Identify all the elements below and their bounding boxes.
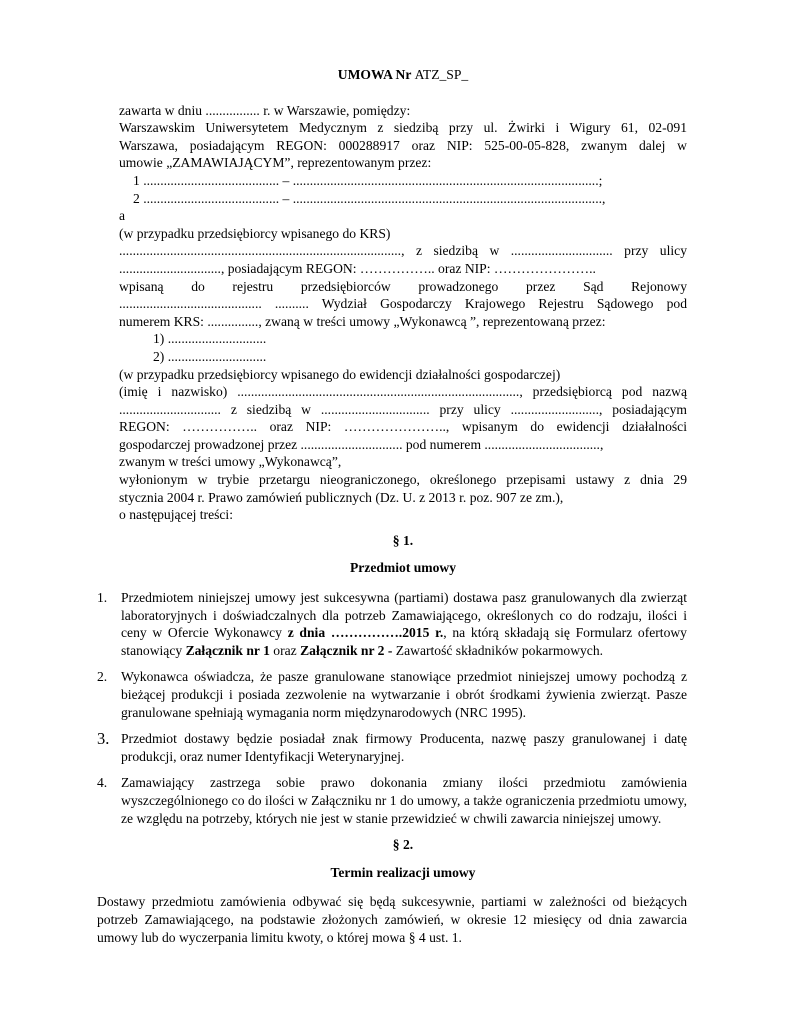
item-text: , na którą składają się Formularz ofertowy stanowiący [121, 625, 687, 658]
contractor-rep-2: 2) ............................. [153, 348, 267, 364]
list-item [97, 589, 687, 659]
section-1-list [97, 589, 687, 827]
intro-line: a [119, 208, 126, 224]
item-number: 4. [97, 775, 108, 791]
contract-page [97, 66, 687, 946]
representative-2: 2 ........................................ – ..........................................................................................., [133, 190, 606, 206]
section-1-heading: Przedmiot umowy [349, 560, 457, 576]
item-number: 2. [97, 669, 108, 685]
list-item [97, 774, 687, 827]
intro-line: ..................................................................................., z siedzibą w .............................. przy ulicy [119, 243, 687, 259]
intro-line: zwanym w treści umowy „Wykonawcą”, [119, 454, 342, 470]
item-text: oraz [269, 642, 301, 658]
intro-line: (w przypadku przedsiębiorcy wpisanego do KRS) [119, 225, 391, 241]
section-1-symbol: § 1. [392, 532, 414, 548]
intro-line: (w przypadku przedsiębiorcy wpisanego do ewidencji działalności gospodarczej) [119, 366, 561, 382]
section-2-text: Dostawy przedmiotu zamówienia odbywać się będą sukcesywnie, partiami w zależności od bieżących potrzeb Zamawiającego, na podstawie złożonych zamówień, w okresie 12 miesięcy od dnia zawarcia umowy lub do wyczerpania limitu kwoty, o której mowa § 4 ust. 1. [97, 894, 687, 945]
section-2-symbol: § 2. [392, 837, 414, 853]
intro-line: .............................. z siedzibą w ................................ przy ulicy .........................., posiadającym [119, 401, 687, 417]
intro-line: Warszawa, posiadającym REGON: 000288917 oraz NIP: 525-00-05-828, zwanym dalej w [119, 137, 687, 153]
section-2-heading: Termin realizacji umowy [330, 864, 476, 880]
intro-line: umowie „ZAMAWIAJĄCYM”, reprezentowanym przez: [119, 155, 432, 171]
item-number: 1. [97, 590, 108, 606]
contract-number: ATZ_SP_ [414, 67, 469, 82]
intro-line: wpisaną do rejestru przedsiębiorców prowadzonego przez Sąd Rejonowy [119, 278, 687, 294]
contractor-rep-1: 1) ............................. [153, 331, 267, 347]
offer-date: z dnia …………….2015 r. [287, 625, 444, 641]
representative-1: 1 ........................................ – ..........................................................................................; [133, 172, 603, 188]
intro-line: .............................., posiadającym REGON: …………….. oraz NIP: ………………….. [119, 260, 596, 276]
intro-line: o następującej treści: [119, 507, 233, 523]
intro-line: REGON: …………….. oraz NIP: ………………….., wpisanym do ewidencji działalności [119, 419, 687, 435]
item-text: Zamawiający zastrzega sobie prawo dokonania zmiany ilości przedmiotu zamówienia wyszczególnionego co do ilości w Załączniku nr 1 do umowy, a także ograniczenia przedmiotu umowy, ze względu na potrzeby, których nie jest w stanie przewidzieć w chwili zawarcia niniejszej umowy. [121, 775, 687, 826]
item-text: Przedmiot dostawy będzie posiadał znak firmowy Producenta, nazwę paszy granulowanej i datę produkcji, oraz numer Identyfikacji Weterynaryjnej. [121, 731, 687, 764]
item-text: Wykonawca oświadcza, że pasze granulowane stanowiące przedmiot niniejszej umowy pochodzą z bieżącej produkcji i posiada zezwolenie na wytwarzanie i obrót środkami żywienia zwierząt. Pasze granulowane spełniają wymagania norm międzynarodowych (NRC 1995). [121, 669, 687, 720]
contract-intro [119, 102, 687, 524]
attachment-1-ref: Załącznik nr 1 [185, 642, 270, 658]
item-number: 3. [97, 729, 110, 749]
list-item [97, 730, 687, 765]
intro-line: Warszawskim Uniwersytetem Medycznym z siedzibą przy ul. Żwirki i Wigury 61, 02-091 [119, 120, 687, 136]
item-text: Zawartość składników pokarmowych. [392, 642, 604, 658]
list-item [97, 668, 687, 721]
intro-line: (imię i nazwisko) ..................................................................................., przedsiębiorcą pod nazwą [119, 384, 687, 400]
intro-line: stycznia 2004 r. Prawo zamówień publicznych (Dz. U. z 2013 r. poz. 907 ze zm.), [119, 489, 564, 505]
intro-line: wyłonionym w trybie przetargu nieograniczonego, określonego przepisami ustawy z dnia 29 [119, 472, 687, 488]
intro-line: numerem KRS: ..............., zwaną w treści umowy „Wykonawcą ”, reprezentowaną przez: [119, 313, 606, 329]
attachment-2-ref: Załącznik nr 2 - [300, 642, 393, 658]
intro-line: .......................................... .......... Wydział Gospodarczy Krajowego Rejestru Sądowego pod [119, 296, 687, 312]
intro-line: zawarta w dniu ................ r. w Warszawie, pomiędzy: [119, 102, 411, 118]
item-text: Przedmiotem niniejszej umowy jest sukcesywna (partiami) dostawa pasz granulowanych dla zwierząt laboratoryjnych i doświadczalnych dla potrzeb Zamawiającego, określonych co do rodzaju, ilości i ceny w Ofercie Wykonawcy [121, 590, 687, 641]
document-title [119, 66, 687, 84]
title-label: UMOWA Nr [337, 67, 412, 82]
intro-line: gospodarczej prowadzonej przez .............................. pod numerem .................................., [119, 436, 604, 452]
